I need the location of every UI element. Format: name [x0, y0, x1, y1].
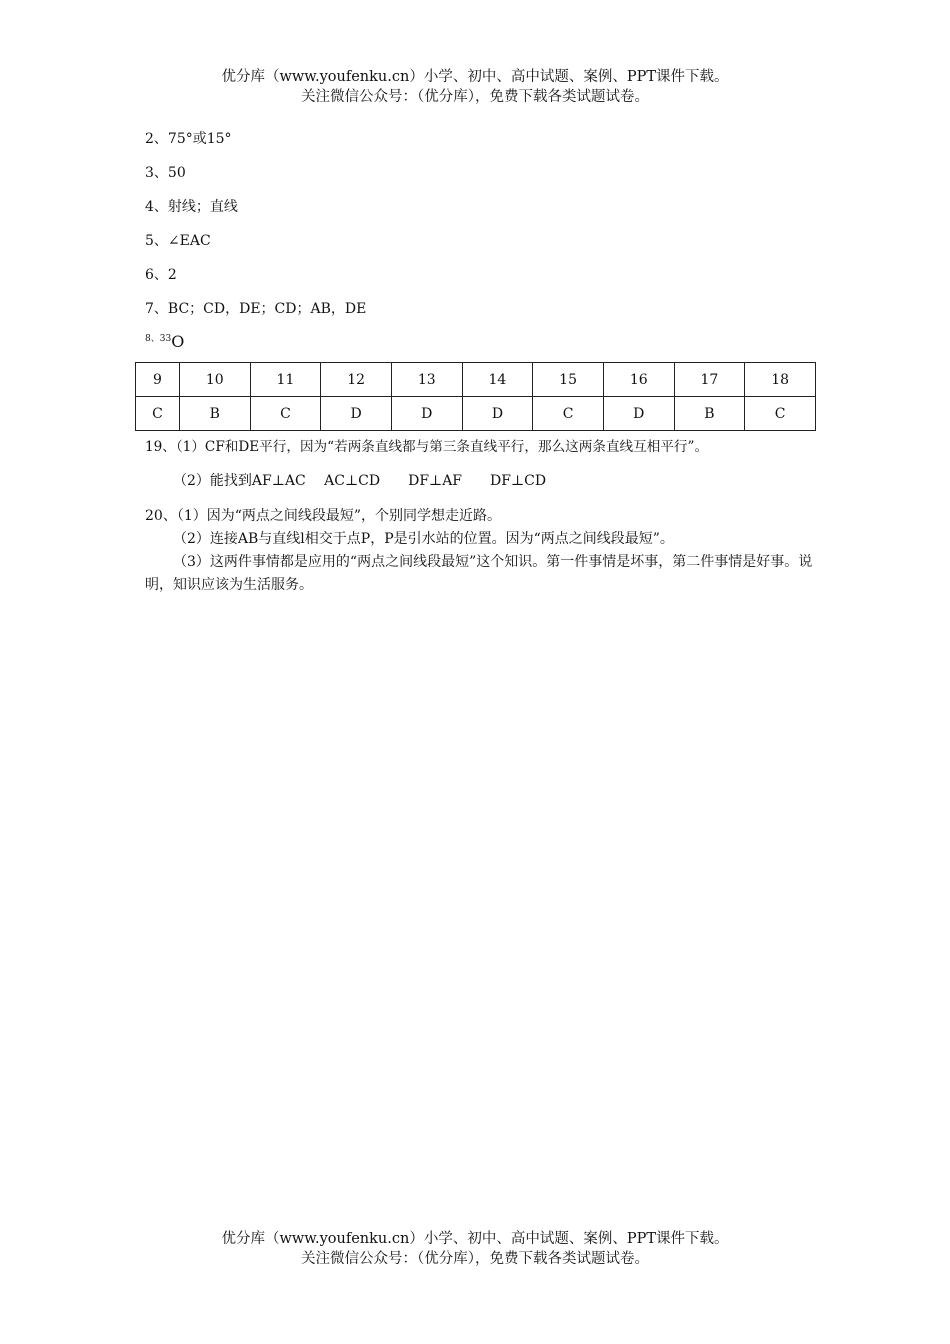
table-cell: 15	[533, 363, 604, 397]
table-cell: 16	[603, 363, 674, 397]
page-footer	[0, 1229, 950, 1269]
q20-part2	[145, 528, 817, 551]
answer-8	[145, 332, 184, 351]
q20-part3	[145, 551, 817, 597]
table-cell: 13	[391, 363, 462, 397]
q19-part2-text: （2）能找到AF⊥AC AC⊥CD DF⊥AF DF⊥CD	[173, 473, 547, 489]
answer-8-suffix: O	[171, 332, 185, 351]
table-cell: C	[136, 397, 180, 431]
header-line-1: 优分库（www.youfenku.cn）小学、初中、高中试题、案例、PPT课件下载。	[221, 69, 729, 85]
table-cell: 18	[745, 363, 816, 397]
answer-2: 2、75°或15°	[145, 131, 232, 147]
table-cell: 14	[462, 363, 533, 397]
table-header-row	[136, 363, 816, 397]
footer-line-2: 关注微信公众号：（优分库），免费下载各类试题试卷。	[301, 1251, 649, 1267]
table-cell: 17	[674, 363, 745, 397]
table-cell: 10	[179, 363, 250, 397]
table-cell: C	[250, 397, 321, 431]
table-cell: C	[533, 397, 604, 431]
table-cell: D	[462, 397, 533, 431]
table-cell: 11	[250, 363, 321, 397]
answer-8-prefix: 8、33	[145, 334, 172, 344]
answer-7: 7、BC；CD，DE；CD；AB，DE	[145, 301, 367, 317]
table-cell: D	[603, 397, 674, 431]
q20-part1: 20、（1）因为“两点之间线段最短”，个别同学想走近路。	[145, 508, 502, 524]
table-cell: D	[391, 397, 462, 431]
footer-line-1: 优分库（www.youfenku.cn）小学、初中、高中试题、案例、PPT课件下载。	[221, 1231, 729, 1247]
q19-part1: 19、（1）CF和DE平行，因为“若两条直线都与第三条直线平行，那么这两条直线互相平行”。	[145, 439, 709, 455]
table-cell: 12	[321, 363, 392, 397]
table-cell: B	[179, 397, 250, 431]
table-value-row	[136, 397, 816, 431]
answer-table	[135, 362, 816, 431]
answer-3: 3、50	[145, 165, 186, 181]
table-cell: C	[745, 397, 816, 431]
page-header	[0, 67, 950, 107]
table-cell: B	[674, 397, 745, 431]
answer-4: 4、射线；直线	[145, 199, 238, 215]
q20-part2-text: （2）连接AB与直线l相交于点P，P是引水站的位置。因为“两点之间线段最短”。	[173, 531, 674, 547]
answer-5: 5、∠EAC	[145, 233, 211, 249]
table-cell: 9	[136, 363, 180, 397]
table-cell: D	[321, 397, 392, 431]
header-line-2: 关注微信公众号：（优分库），免费下载各类试题试卷。	[301, 89, 649, 105]
q19-part2	[145, 470, 817, 493]
answer-6: 6、2	[145, 267, 177, 283]
q20-part3-text: （3）这两件事情都是应用的“两点之间线段最短”这个知识。第一件事情是坏事，第二件事情是好事。说明，知识应该为生活服务。	[145, 554, 813, 593]
